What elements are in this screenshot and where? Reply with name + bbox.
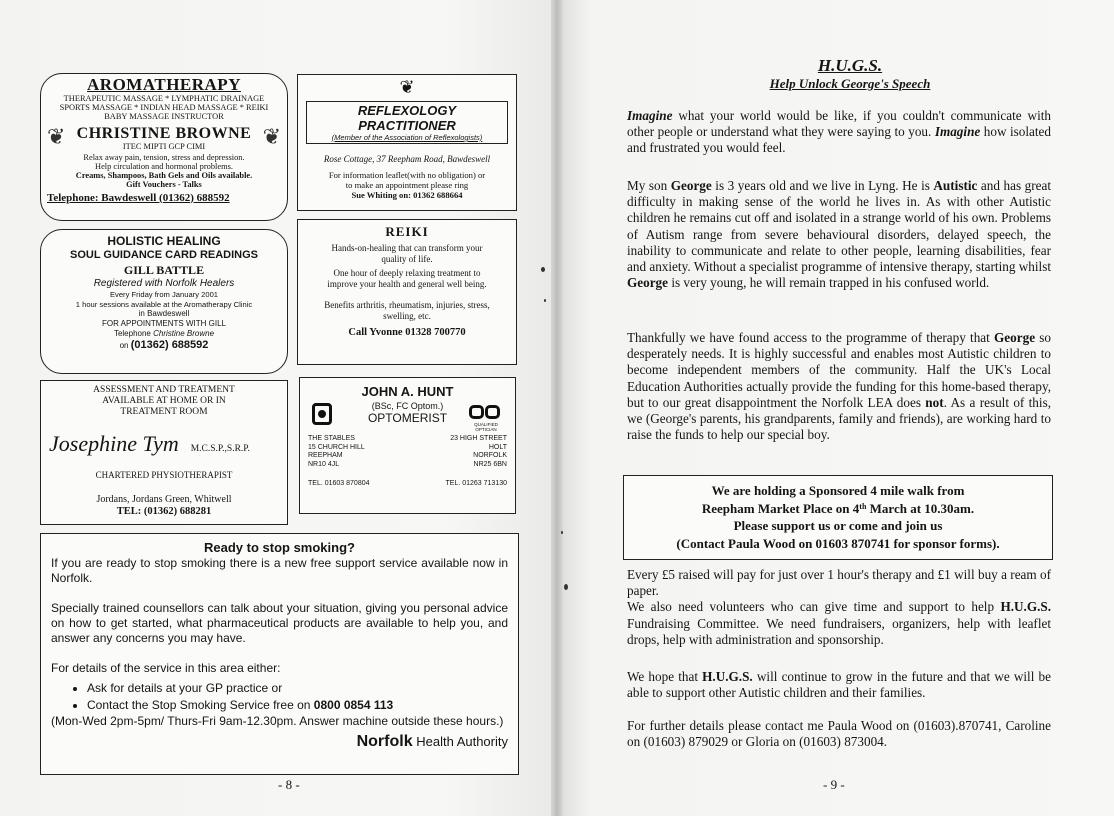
aromatherapy-line-3: Creams, Shampoos, Bath Gels and Oils available. — [75, 171, 253, 181]
aromatherapy-ad — [40, 73, 288, 221]
p2-d: is very young, he will remain trapped in his confused world. — [668, 275, 990, 291]
p4-2b: Fundraising Committee. We need fundraisers, organizers, help with leaflet drops, help with administration and sponsorship. — [627, 615, 1051, 647]
aromatherapy-line-4: Gift Vouchers - Talks — [126, 180, 202, 190]
reiki-line-1: Hands-on-healing that can transform your — [331, 243, 483, 253]
health-authority-bold: Norfolk — [356, 733, 413, 750]
optician-left-address-line: REEPHAM — [308, 452, 343, 460]
optician-right-address-line: NR25 6BN — [473, 460, 507, 468]
optician-right-tel: TEL. 01263 713130 — [445, 480, 507, 488]
physiotherapist-ad — [40, 380, 288, 525]
holistic-healing-ad — [40, 229, 288, 374]
paragraph-hope — [627, 669, 1051, 701]
walk-line-2b: March at 10.30am. — [866, 500, 975, 516]
holistic-telephone — [47, 329, 281, 339]
walk-line-3: Please support us or come and join us — [733, 518, 943, 533]
reflexology-title-box — [306, 101, 508, 144]
reiki-line-2: quality of life. — [381, 254, 433, 264]
aromatherapy-services-2: SPORTS MASSAGE * INDIAN HEAD MASSAGE * REIKI — [59, 103, 269, 113]
optician-right-address-line: 23 HIGH STREET — [450, 435, 507, 442]
imagine-2: Imagine — [934, 124, 981, 140]
reiki-line-5: Benefits arthritis, rheumatism, injuries, stress, — [324, 300, 490, 310]
p1-text-2: how isolated and frustrated you would feel. — [627, 124, 1051, 156]
optician-tels — [308, 480, 507, 487]
reflexology-title: REFLEXOLOGY PRACTITIONER — [357, 103, 457, 133]
sponsored-walk-box — [623, 475, 1053, 560]
health-authority — [51, 733, 508, 751]
aromatherapy-practitioner-name: CHRISTINE BROWNE — [76, 124, 252, 142]
scan-speck — [541, 267, 545, 272]
holistic-schedule: Every Friday from January 2001 — [109, 290, 219, 299]
flourish-right-icon: ❦ — [262, 124, 281, 149]
optician-quals: (BSc, FC Optom.) — [371, 401, 444, 411]
paragraph-raised — [627, 567, 1051, 648]
smoking-title: Ready to stop smoking? — [204, 540, 355, 555]
flower-icon: ❦ — [399, 77, 415, 97]
optician-logo-icon — [312, 403, 332, 425]
optician-right-address-line: NORFOLK — [473, 452, 507, 460]
holistic-registered: Registered with Norfolk Healers — [93, 278, 235, 289]
reflexology-contact: Sue Whiting on: 01362 688664 — [351, 190, 463, 200]
holistic-name: GILL BATTLE — [123, 263, 205, 277]
p2-george-2: George — [627, 275, 669, 291]
smoking-bullet-2-text: Contact the Stop Smoking Service free on — [87, 698, 311, 712]
smoking-para-2: Specially trained counsellors can talk about your situation, giving you personal advice on how to get started, what pharmaceutical products are available to help you, and answer any concerns you may have. — [51, 601, 508, 645]
p3-c: . As a result of this, we (George's parents, his grandparents, family and friends), are working hard to raise the funds to help our special boy. — [627, 394, 1051, 443]
health-authority-rest: Health Authority — [416, 734, 508, 749]
paragraph-son — [627, 178, 1051, 291]
paragraph-thankfully — [627, 330, 1051, 443]
reiki-title: REIKI — [385, 224, 429, 239]
optician-left-address — [308, 435, 365, 469]
holistic-sessions-1: 1 hour sessions available at the Aromatherapy Clinic — [75, 299, 253, 309]
reiki-line-4: improve your health and general well being. — [327, 279, 487, 289]
optician-right-address-line: HOLT — [488, 443, 507, 451]
page-number-left: - 8 - — [278, 777, 300, 792]
p4-line-1: Every £5 raised will pay for just over 1 hour's therapy and £1 will buy a ream of paper. — [627, 567, 1051, 599]
aromatherapy-services-1: THERAPEUTIC MASSAGE * LYMPHATIC DRAINAGE — [63, 94, 265, 103]
p2-autistic: Autistic — [933, 178, 978, 193]
physio-quals: M.C.S.P.,S.R.P. — [190, 444, 250, 454]
scan-speck — [561, 531, 563, 534]
scan-speck — [564, 584, 568, 590]
smoking-hours: (Mon-Wed 2pm-5pm/ Thurs-Fri 9am-12.30pm. Answer machine outside these hours.) — [51, 714, 504, 728]
p3-b: so desperately needs. It is highly successful and enables most Autistic children to become independent members of the community. Half the UK's Local Education Authorities actually provide the funding for this home-based therapy, but to our great disappointment the Norfolk LEA does — [627, 330, 1051, 410]
smoking-phone: 0800 0854 113 — [313, 698, 394, 712]
physio-line-2: AVAILABLE AT HOME OR IN — [102, 396, 226, 406]
smoking-list — [87, 680, 508, 714]
reflexology-info-2: to make an appointment please ring — [345, 180, 469, 190]
spectacles-icon — [469, 405, 503, 421]
holistic-on: on — [119, 341, 129, 351]
holistic-telephone-name: Christine Browne — [153, 329, 215, 339]
optician-left-address-line: 15 CHURCH HILL — [308, 443, 365, 451]
optician-ad — [299, 377, 516, 514]
page-gutter — [551, 0, 563, 816]
reflexology-info-1: For information leaflet(with no obligation) or — [328, 170, 486, 180]
p5-a: We hope that — [627, 669, 703, 684]
scan-speck — [544, 299, 546, 302]
walk-line-2-sup: th — [859, 501, 867, 511]
optician-addresses — [308, 435, 507, 469]
list-item — [87, 697, 508, 714]
optician-title: OPTOMERIST — [367, 411, 448, 425]
optician-qualified: QUALIFIED OPTICIAN — [474, 422, 498, 432]
p1-text-1: what your world would be like, if you couldn't communicate with other people or understand what they were saying to you. — [627, 108, 1051, 140]
holistic-title: HOLISTIC HEALING — [107, 234, 221, 248]
walk-line-2 — [624, 500, 1052, 518]
optician-left-tel: TEL. 01603 870804 — [308, 480, 370, 488]
p2-b: is 3 years old and we live in Lyng. He is — [711, 178, 934, 193]
p5-b: will continue to grow in the future and that we will be able to support other Autistic children and their families. — [627, 669, 1052, 701]
holistic-subtitle: SOUL GUIDANCE CARD READINGS — [69, 249, 259, 261]
holistic-appointments: FOR APPOINTMENTS WITH GILL — [101, 319, 226, 329]
aromatherapy-phone: Telephone: Bawdeswell (01362) 688592 — [47, 191, 230, 204]
holistic-telephone-label: Telephone — [113, 329, 151, 339]
aromatherapy-line-2: Help circulation and hormonal problems. — [95, 162, 233, 172]
paragraph-imagine — [627, 108, 1051, 157]
reiki-line-3: One hour of deeply relaxing treatment to — [333, 268, 481, 278]
physio-line-1: ASSESSMENT AND TREATMENT — [93, 385, 235, 395]
walk-line-1: We are holding a Sponsored 4 mile walk from — [711, 483, 965, 498]
stop-smoking-box — [40, 533, 519, 775]
holistic-phone: (01362) 688592 — [130, 339, 209, 352]
p2-george-1: George — [670, 178, 712, 193]
smoking-para-1: If you are ready to stop smoking there is a new free support service available now in Norfolk. — [51, 556, 508, 585]
optician-right-address — [450, 435, 507, 469]
walk-line-4: (Contact Paula Wood on 01603 870741 for sponsor forms). — [676, 535, 1000, 551]
holistic-phone-line — [47, 339, 281, 352]
aromatherapy-title: AROMATHERAPY — [87, 75, 241, 94]
smoking-para-3: For details of the service in this area either: — [51, 661, 281, 675]
p3-not: not — [925, 394, 944, 410]
optician-left-address-line: NR10 4JL — [308, 460, 340, 468]
reflexology-ad — [297, 74, 517, 211]
p2-c: and has great difficulty in making sense of the world he lives in. As with other Autistic children he remains cut off and isolated in a strange world of his own. Problems of Autism range from severe behavioural disorders, delayed speech, the inability to communicate and relate to other people, learning disabilities, fear and anxiety. Without a specialist programme of intensive therapy, starting whilst — [627, 178, 1051, 275]
aromatherapy-services-3: BABY MASSAGE INSTRUCTOR — [104, 112, 224, 122]
physio-chartered: CHARTERED PHYSIOTHERAPIST — [95, 470, 233, 480]
reflexology-member: (Member of the Association of Reflexologists) — [331, 133, 483, 142]
holistic-sessions-2: in Bawdeswell — [138, 309, 190, 319]
reiki-line-6: swelling, etc. — [383, 311, 431, 321]
physio-name-line — [49, 431, 279, 457]
p4-line-2 — [627, 599, 1051, 648]
physio-address: Jordans, Jordans Green, Whitwell — [96, 494, 232, 505]
imagine-1: Imagine — [627, 108, 673, 123]
physio-tel: TEL: (01362) 688281 — [116, 506, 212, 517]
reiki-call: Call Yvonne 01328 700770 — [348, 327, 466, 338]
optician-name: JOHN A. HUNT — [361, 384, 454, 399]
p3-a: Thankfully we have found access to the programme of therapy that — [627, 330, 995, 345]
hugs-subtitle: Help Unlock George's Speech — [769, 76, 931, 91]
hugs-title: H.U.G.S. — [817, 56, 883, 75]
p2-a: My son — [627, 178, 671, 193]
p3-george: George — [994, 330, 1036, 345]
reflexology-address: Rose Cottage, 37 Reepham Road, Bawdeswell — [323, 154, 491, 164]
page-number-right: - 9 - — [823, 777, 845, 792]
p4-2a: We also need volunteers who can give time and support to help — [627, 599, 1001, 615]
reiki-ad — [297, 219, 517, 365]
p4-hugs: H.U.G.S. — [1000, 599, 1051, 615]
p5-hugs: H.U.G.S. — [702, 669, 753, 684]
aromatherapy-line-1: Relax away pain, tension, stress and depression. — [83, 152, 245, 162]
physio-name: Josephine Tym — [49, 431, 179, 456]
list-item: • Ask for details at your GP practice or — [87, 680, 508, 697]
optician-left-address-line: THE STABLES — [308, 435, 355, 442]
physio-line-3: TREATMENT ROOM — [120, 407, 208, 417]
aromatherapy-quals: ITEC MIPTI GCP CIMI — [122, 141, 206, 151]
walk-line-2a: Reepham Market Place on 4 — [701, 500, 860, 516]
flourish-left-icon: ❦ — [47, 124, 66, 149]
paragraph-contact: For further details please contact me Paula Wood on (01603).870741, Caroline on (01603) 879029 or Gloria on (01603) 873004. — [627, 718, 1051, 750]
